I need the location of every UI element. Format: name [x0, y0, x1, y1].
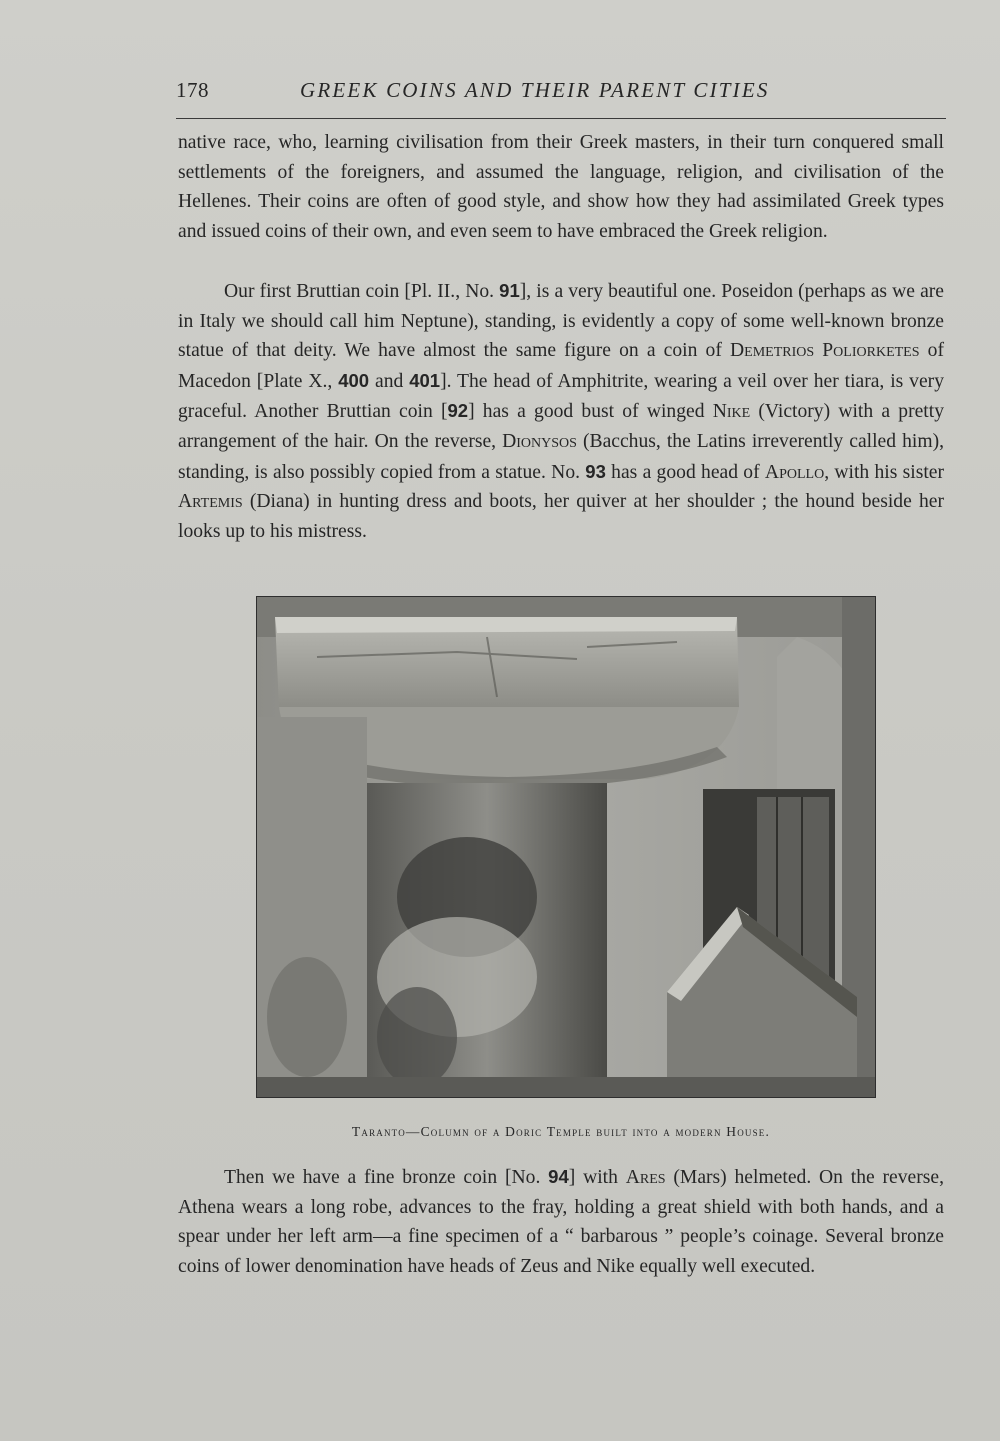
coin-number: 91 [499, 280, 520, 301]
coin-number: 400 [338, 369, 370, 391]
text-run: , with his sister [824, 461, 945, 483]
text-run: (Victory) with a pretty arrangement of the hair. On the reverse, [178, 401, 944, 452]
text-run: (Diana) in hunting dress and boots, her quiver at her shoulder ; the hound beside her looks up to his mistress. [178, 491, 944, 542]
small-caps-name: Apollo [764, 461, 825, 483]
small-caps-name: Nike [712, 401, 751, 423]
text-run: ] has a good bust of winged [468, 401, 713, 423]
photo-doric-column [256, 596, 876, 1098]
coin-number: 92 [447, 400, 469, 422]
text-run: of Macedon [Plate X., [178, 340, 944, 392]
small-caps-name: Artemis [178, 491, 243, 513]
text-run: and [369, 370, 410, 392]
figure-caption: Taranto—Column of a Doric Temple built into a modern House. [351, 1124, 771, 1139]
text-run: ], is a very beautiful one. Poseidon (perhaps as we are in Italy we should call him Neptune), standing, is evidently a copy of some well-known bronze statue of that deity. We have almost the same figure on a coin of [178, 281, 945, 362]
small-caps-name: Demetrios Poliorketes [730, 340, 920, 362]
paragraph-bruttian-coins [178, 276, 944, 546]
text-run: (Mars) helmeted. On the reverse, Athena wears a long robe, advances to the fray, holding a great shield with both hands, and a spear under her left arm—a fine specimen of a “ barbarous ” people’s coinage. Several bronze coins of lower denomination have heads of Zeus and Nike equally well executed. [178, 1167, 944, 1277]
text-run: ] with [568, 1167, 626, 1188]
coin-number: 401 [409, 369, 441, 391]
coin-number: 93 [585, 460, 606, 482]
small-caps-name: Dionysos [502, 430, 577, 452]
page-number: 178 [176, 78, 209, 102]
text-run: Then we have a fine bronze coin [No. [224, 1167, 549, 1188]
coin-number: 94 [548, 1166, 569, 1187]
text-run: (Bacchus, the Latins irreverently called him), standing, is also possibly copied from a statue. No. [178, 430, 944, 483]
text-run: has a good head of [605, 461, 765, 483]
small-caps-name: Ares [625, 1167, 666, 1188]
page-header [176, 78, 946, 112]
text-run: ]. The head of Amphitrite, wearing a veil over her tiara, is very graceful. Another Bruttian coin [ [178, 370, 944, 423]
text-run: Our first Bruttian coin [Pl. II., No. [224, 281, 500, 302]
running-title: GREEK COINS AND THEIR PARENT CITIES [300, 78, 770, 102]
paragraph-native-race: native race, who, learning civilisation from their Greek masters, in their turn conquered small settlements of the foreigners, and assumed the language, religion, and civilisation of the Hellenes. Their coins are often of good style, and show how they had assimilated Greek types and issued coins of their own, and even seem to have embraced the Greek religion. [178, 132, 944, 242]
paragraph-ares-coin [178, 1162, 944, 1281]
header-rule [176, 118, 946, 119]
